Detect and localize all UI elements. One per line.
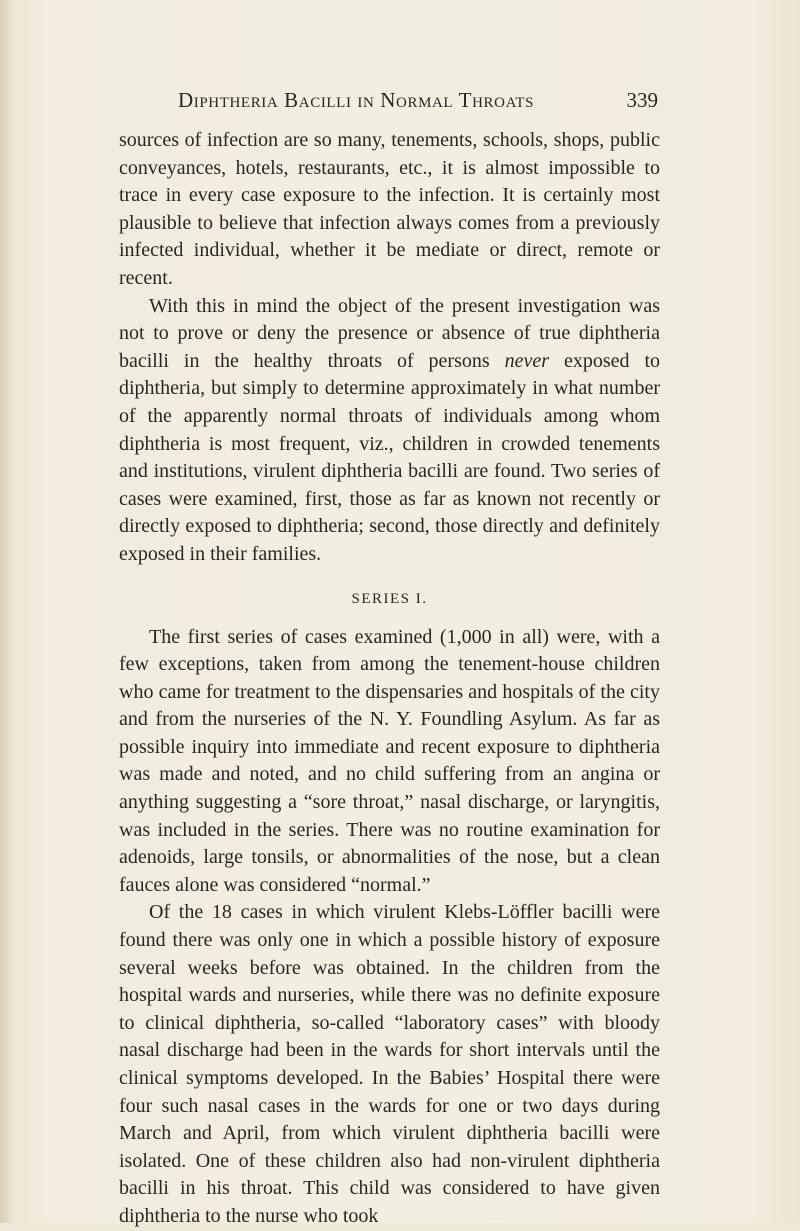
section-heading-series-1: SERIES I. — [351, 590, 428, 607]
running-head: Diphtheria Bacilli in Normal Throats — [178, 88, 535, 112]
page-header — [178, 88, 658, 118]
paragraph-objective — [119, 293, 660, 569]
paragraph-objective-part-2: exposed to diphtheria, but simply to determine approximately in what number of the apparently normal throats of individuals among whom diphtheria is most frequent, viz., children in crowded tenements and institutions, virulent diphtheria bacilli are found. Two series of cases were examined, first, those as far as known not recently or directly exposed to diphtheria; second, those directly and definitely exposed in their families. — [119, 349, 660, 565]
paragraph-virulent-cases: Of the 18 cases in which virulent Klebs-Löffler bacilli were found there was only one in which a possible history of exposure several weeks before was obtained. In the children from the hospital wards and nurseries, while there was no definite exposure to clinical diphtheria, so-called “laboratory cases” with bloody nasal discharge had been in the wards for short intervals until the clinical symptoms developed. In the Babies’ Hospital there were four such nasal cases in the wards for one or two days during March and April, from which virulent diphtheria bacilli were isolated. One of these children also had non-virulent diphtheria bacilli in his throat. This child was considered to have given diphtheria to the nurse who took — [119, 901, 660, 1227]
paragraph-continuation: sources of infection are so many, tenements, schools, shops, public conveyances, hotels, restaurants, etc., it is almost impossible to trace in every case exposure to the infection. It is certainly most plausible to believe that infection always comes from a previously infected individual, whether it be mediate or direct, remote or recent. — [119, 129, 660, 289]
emphasis-never: never — [504, 349, 550, 372]
page-number: 339 — [626, 88, 658, 112]
body-text — [119, 127, 660, 1231]
paragraph-series-1: The first series of cases examined (1,000 in all) were, with a few exceptions, taken from among the tenement-house children who came for treatment to the dispensaries and hospitals of the city and from the nurseries of the N. Y. Foundling Asylum. As far as possible inquiry into immediate and recent exposure to diphtheria was made and noted, and no child suffering from an angina or anything suggesting a “sore throat,” nasal discharge, or laryngitis, was included in the series. There was no routine examination for adenoids, large tonsils, or abnormalities of the nose, but a clean fauces alone was considered “normal.” — [119, 625, 660, 896]
paragraph-objective-part-1: With this in mind the object of the present investigation was not to prove or deny the presence or absence of true diphtheria bacilli in the healthy throats of persons — [119, 294, 660, 372]
page-edge-shadow — [0, 0, 14, 1223]
